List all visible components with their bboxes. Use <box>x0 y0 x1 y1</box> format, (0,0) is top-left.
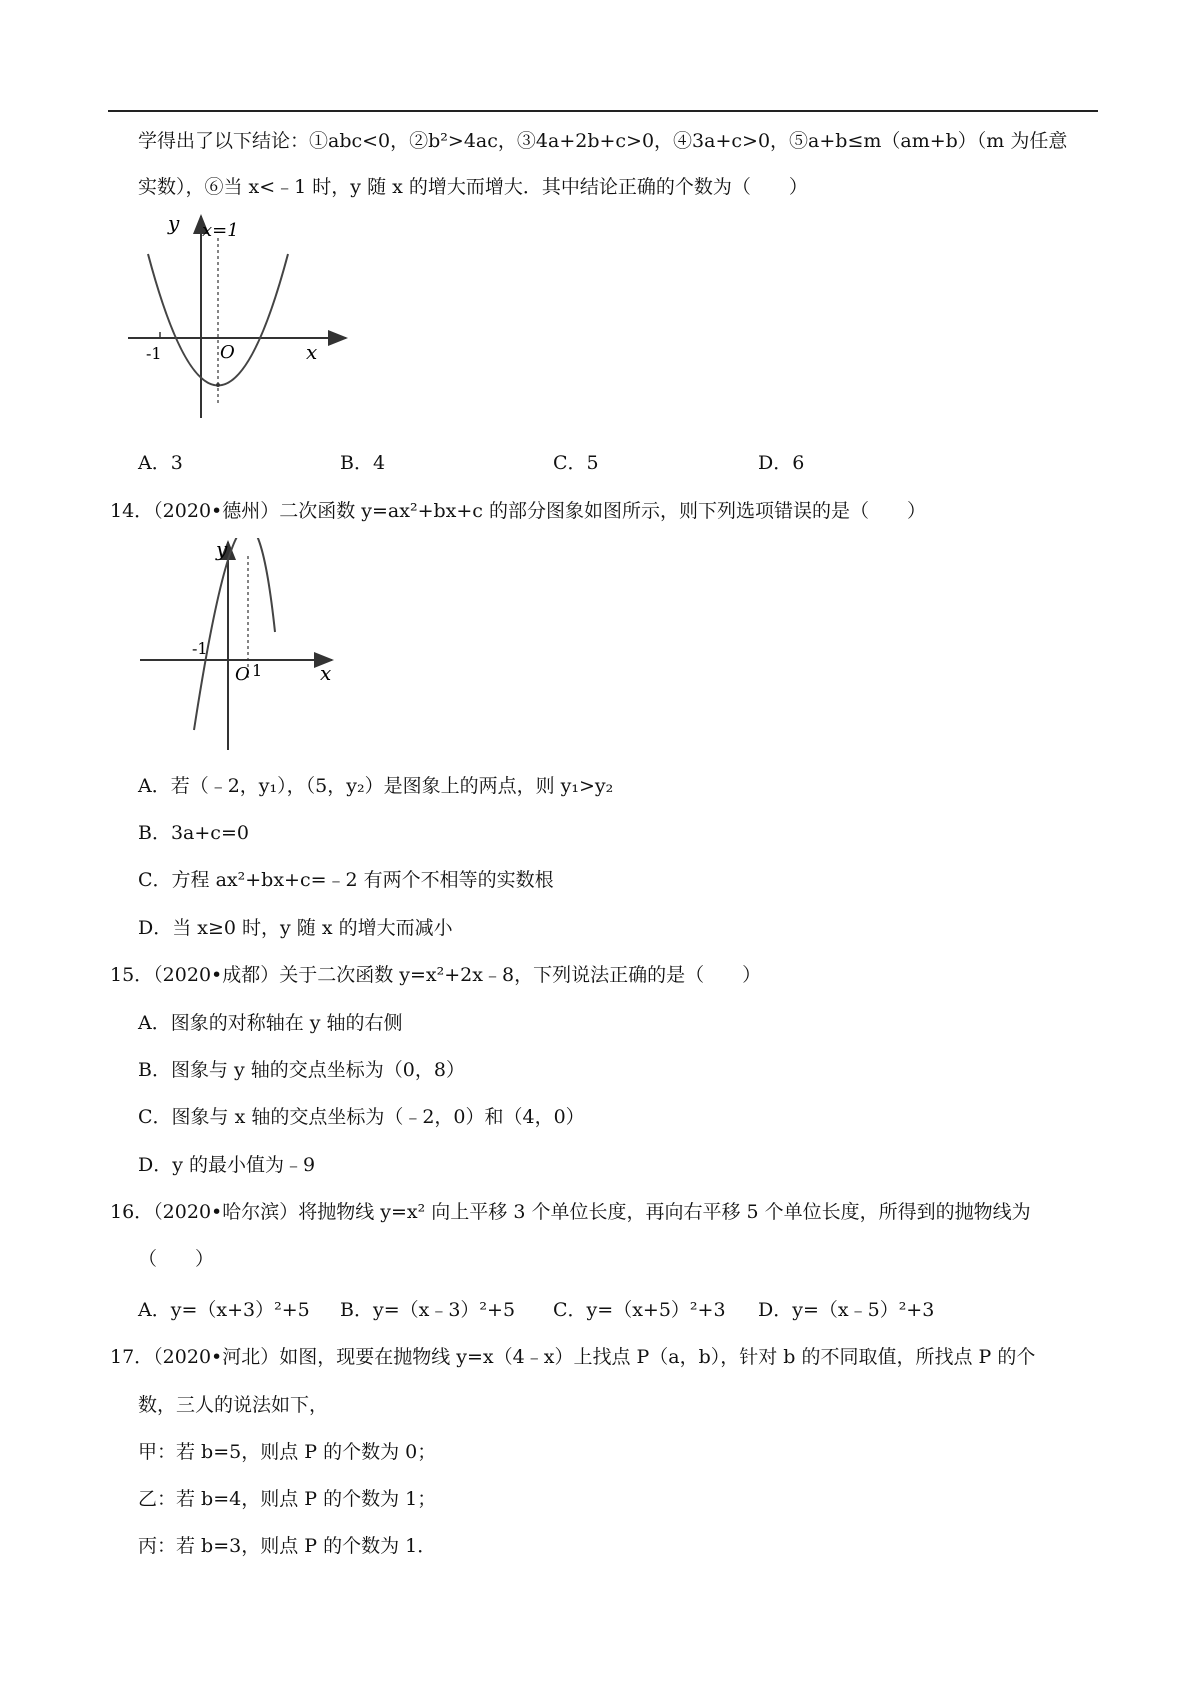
q13-symmetry-label: x=1 <box>202 220 239 241</box>
q14-option-a: A．若（﹣2，y₁），（5，y₂）是图象上的两点，则 y₁>y₂ <box>138 775 614 797</box>
q14-stem: 14．（2020•德州）二次函数 y=ax²+bx+c 的部分图象如图所示，则下列选项错误的是（ ） <box>110 500 926 522</box>
q14-origin-label: O <box>235 664 250 685</box>
q15-option-c: C．图象与 x 轴的交点坐标为（﹣2，0）和（4，0） <box>138 1106 585 1128</box>
q14-x-label: x <box>320 661 332 685</box>
q13-neg-one-label: -1 <box>146 344 162 363</box>
q13-line2: 实数），⑥当 x<﹣1 时，y 随 x 的增大而增大．其中结论正确的个数为（ ） <box>138 176 808 198</box>
q15-option-a: A．图象的对称轴在 y 轴的右侧 <box>138 1012 403 1034</box>
q17-stem: 17．（2020•河北）如图，现要在抛物线 y=x（4﹣x）上找点 P（a，b），针对 b 的不同取值，所找点 P 的个 <box>110 1346 1036 1368</box>
q16-stem: 16．（2020•哈尔滨）将抛物线 y=x² 向上平移 3 个单位长度，再向右平移 5 个单位长度，所得到的抛物线为 <box>110 1201 1031 1223</box>
header-rule <box>108 110 1098 112</box>
q14-parabola-figure <box>140 538 340 753</box>
q16-stem-continuation: （ ） <box>138 1248 215 1270</box>
q14-option-d: D．当 x≥0 时，y 随 x 的增大而减小 <box>138 917 453 939</box>
q13-origin-label: O <box>220 342 235 363</box>
q15-stem: 15．（2020•成都）关于二次函数 y=x²+2x﹣8，下列说法正确的是（ ） <box>110 964 762 986</box>
q13-option-b: B．4 <box>340 452 386 474</box>
q16-option-c: C．y=（x+5）²+3 <box>553 1299 726 1321</box>
q14-y-label: y <box>216 538 228 561</box>
q14-neg-one-label: -1 <box>192 639 208 658</box>
q14-option-b: B．3a+c=0 <box>138 822 249 844</box>
q13-option-d: D．6 <box>758 452 805 474</box>
q14-parabola-curve <box>194 538 275 730</box>
q17-statement-bing: 丙：若 b=3，则点 P 的个数为 1． <box>138 1535 437 1557</box>
q13-option-a: A．3 <box>138 452 183 474</box>
q15-option-d: D．y 的最小值为﹣9 <box>138 1154 316 1176</box>
q13-option-c: C．5 <box>553 452 599 474</box>
q15-option-b: B．图象与 y 轴的交点坐标为（0，8） <box>138 1059 465 1081</box>
q14-option-c: C．方程 ax²+bx+c=﹣2 有两个不相等的实数根 <box>138 869 554 891</box>
q13-parabola-figure <box>128 208 358 423</box>
q17-statement-yi: 乙：若 b=4，则点 P 的个数为 1； <box>138 1488 437 1510</box>
q13-x-label: x <box>306 340 318 364</box>
q13-line1: 学得出了以下结论：①abc<0，②b²>4ac，③4a+2b+c>0，④3a+c>0，⑤a+b≤m（am+b）（m 为任意 <box>138 130 1068 152</box>
q16-option-d: D．y=（x﹣5）²+3 <box>758 1299 935 1321</box>
q14-one-label: 1 <box>252 661 263 680</box>
q13-vertex-point <box>216 383 220 387</box>
q13-y-label: y <box>168 211 180 235</box>
q16-option-a: A．y=（x+3）²+5 <box>138 1299 310 1321</box>
q17-statement-jia: 甲：若 b=5，则点 P 的个数为 0； <box>138 1441 437 1463</box>
q16-option-b: B．y=（x﹣3）²+5 <box>340 1299 516 1321</box>
q17-stem-continuation: 数，三人的说法如下， <box>138 1394 329 1416</box>
